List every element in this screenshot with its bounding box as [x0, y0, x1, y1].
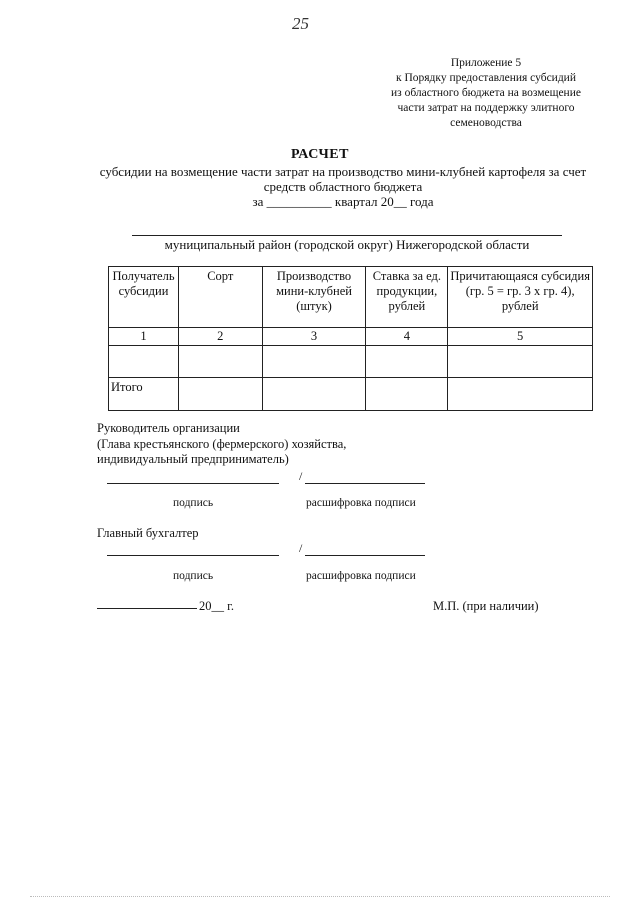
- header-recipient: Получатель субсидии: [109, 267, 179, 328]
- appendix-line: Приложение 5: [450, 57, 522, 69]
- appendix-line: семеноводства: [450, 117, 522, 129]
- appendix-line: из областного бюджета на возмещение: [391, 87, 581, 99]
- stamp-note: М.П. (при наличии): [433, 599, 539, 613]
- chief-signature-line: [107, 555, 279, 556]
- head-signature-line: [107, 483, 279, 484]
- subtitle-line: субсидии на возмещение части затрат на производство мини-клубней картофеля за счет: [99, 164, 587, 179]
- table-row: [109, 346, 593, 378]
- total-row: [109, 378, 593, 411]
- head-title-line: Руководитель организации: [97, 421, 240, 435]
- document-subtitle: [90, 164, 596, 209]
- header-subsidy: Причитающаяся субсидия (гр. 5 = гр. 3 х гр. 4), рублей: [448, 267, 593, 328]
- document-title: РАСЧЕТ: [291, 147, 349, 162]
- table-cell: [178, 346, 262, 378]
- signature-caption: подпись: [173, 497, 214, 509]
- head-title-line: индивидуальный предприниматель): [97, 452, 289, 466]
- separator-slash: /: [299, 469, 303, 483]
- quarter-line: за __________ квартал 20__ года: [252, 194, 434, 209]
- appendix-note: [380, 56, 592, 131]
- table-cell: [366, 346, 448, 378]
- appendix-line: части затрат на поддержку элитного: [397, 102, 575, 114]
- head-decryption-line: [305, 483, 425, 484]
- subtitle-line: средств областного бюджета: [263, 179, 423, 194]
- page-number: 25: [292, 14, 309, 33]
- signature-caption: подпись: [173, 570, 214, 582]
- table-header-row: [109, 267, 593, 328]
- table-cell: [109, 346, 179, 378]
- appendix-line: к Порядку предоставления субсидий: [396, 72, 576, 84]
- district-label: муниципальный район (городской округ) Нижегородской области: [164, 237, 530, 252]
- table-cell: [366, 378, 448, 411]
- column-number: 1: [109, 328, 179, 346]
- column-number: 4: [366, 328, 448, 346]
- decryption-caption: расшифровка подписи: [306, 497, 416, 509]
- header-production: Производство мини-клубней (штук): [262, 267, 366, 328]
- chief-accountant-label: Главный бухгалтер: [97, 526, 199, 540]
- chief-decryption-line: [305, 555, 425, 556]
- date-text: 20__ г.: [199, 599, 234, 613]
- column-number: 2: [178, 328, 262, 346]
- total-label: Итого: [109, 378, 179, 411]
- table-cell: [448, 378, 593, 411]
- column-number: 3: [262, 328, 366, 346]
- table-cell: [262, 346, 366, 378]
- header-rate: Ставка за ед. продукции, рублей: [366, 267, 448, 328]
- column-number-row: [109, 328, 593, 346]
- head-signature-title: [97, 421, 346, 468]
- date-fill-line: [97, 608, 197, 609]
- scan-edge: [30, 896, 610, 897]
- decryption-caption: расшифровка подписи: [306, 570, 416, 582]
- subsidy-table: [108, 266, 593, 411]
- separator-slash: /: [299, 541, 303, 555]
- table-cell: [262, 378, 366, 411]
- header-variety: Сорт: [178, 267, 262, 328]
- district-fill-line: [132, 235, 562, 236]
- table-cell: [178, 378, 262, 411]
- column-number: 5: [448, 328, 593, 346]
- table-cell: [448, 346, 593, 378]
- head-title-line: (Глава крестьянского (фермерского) хозяйства,: [97, 436, 347, 451]
